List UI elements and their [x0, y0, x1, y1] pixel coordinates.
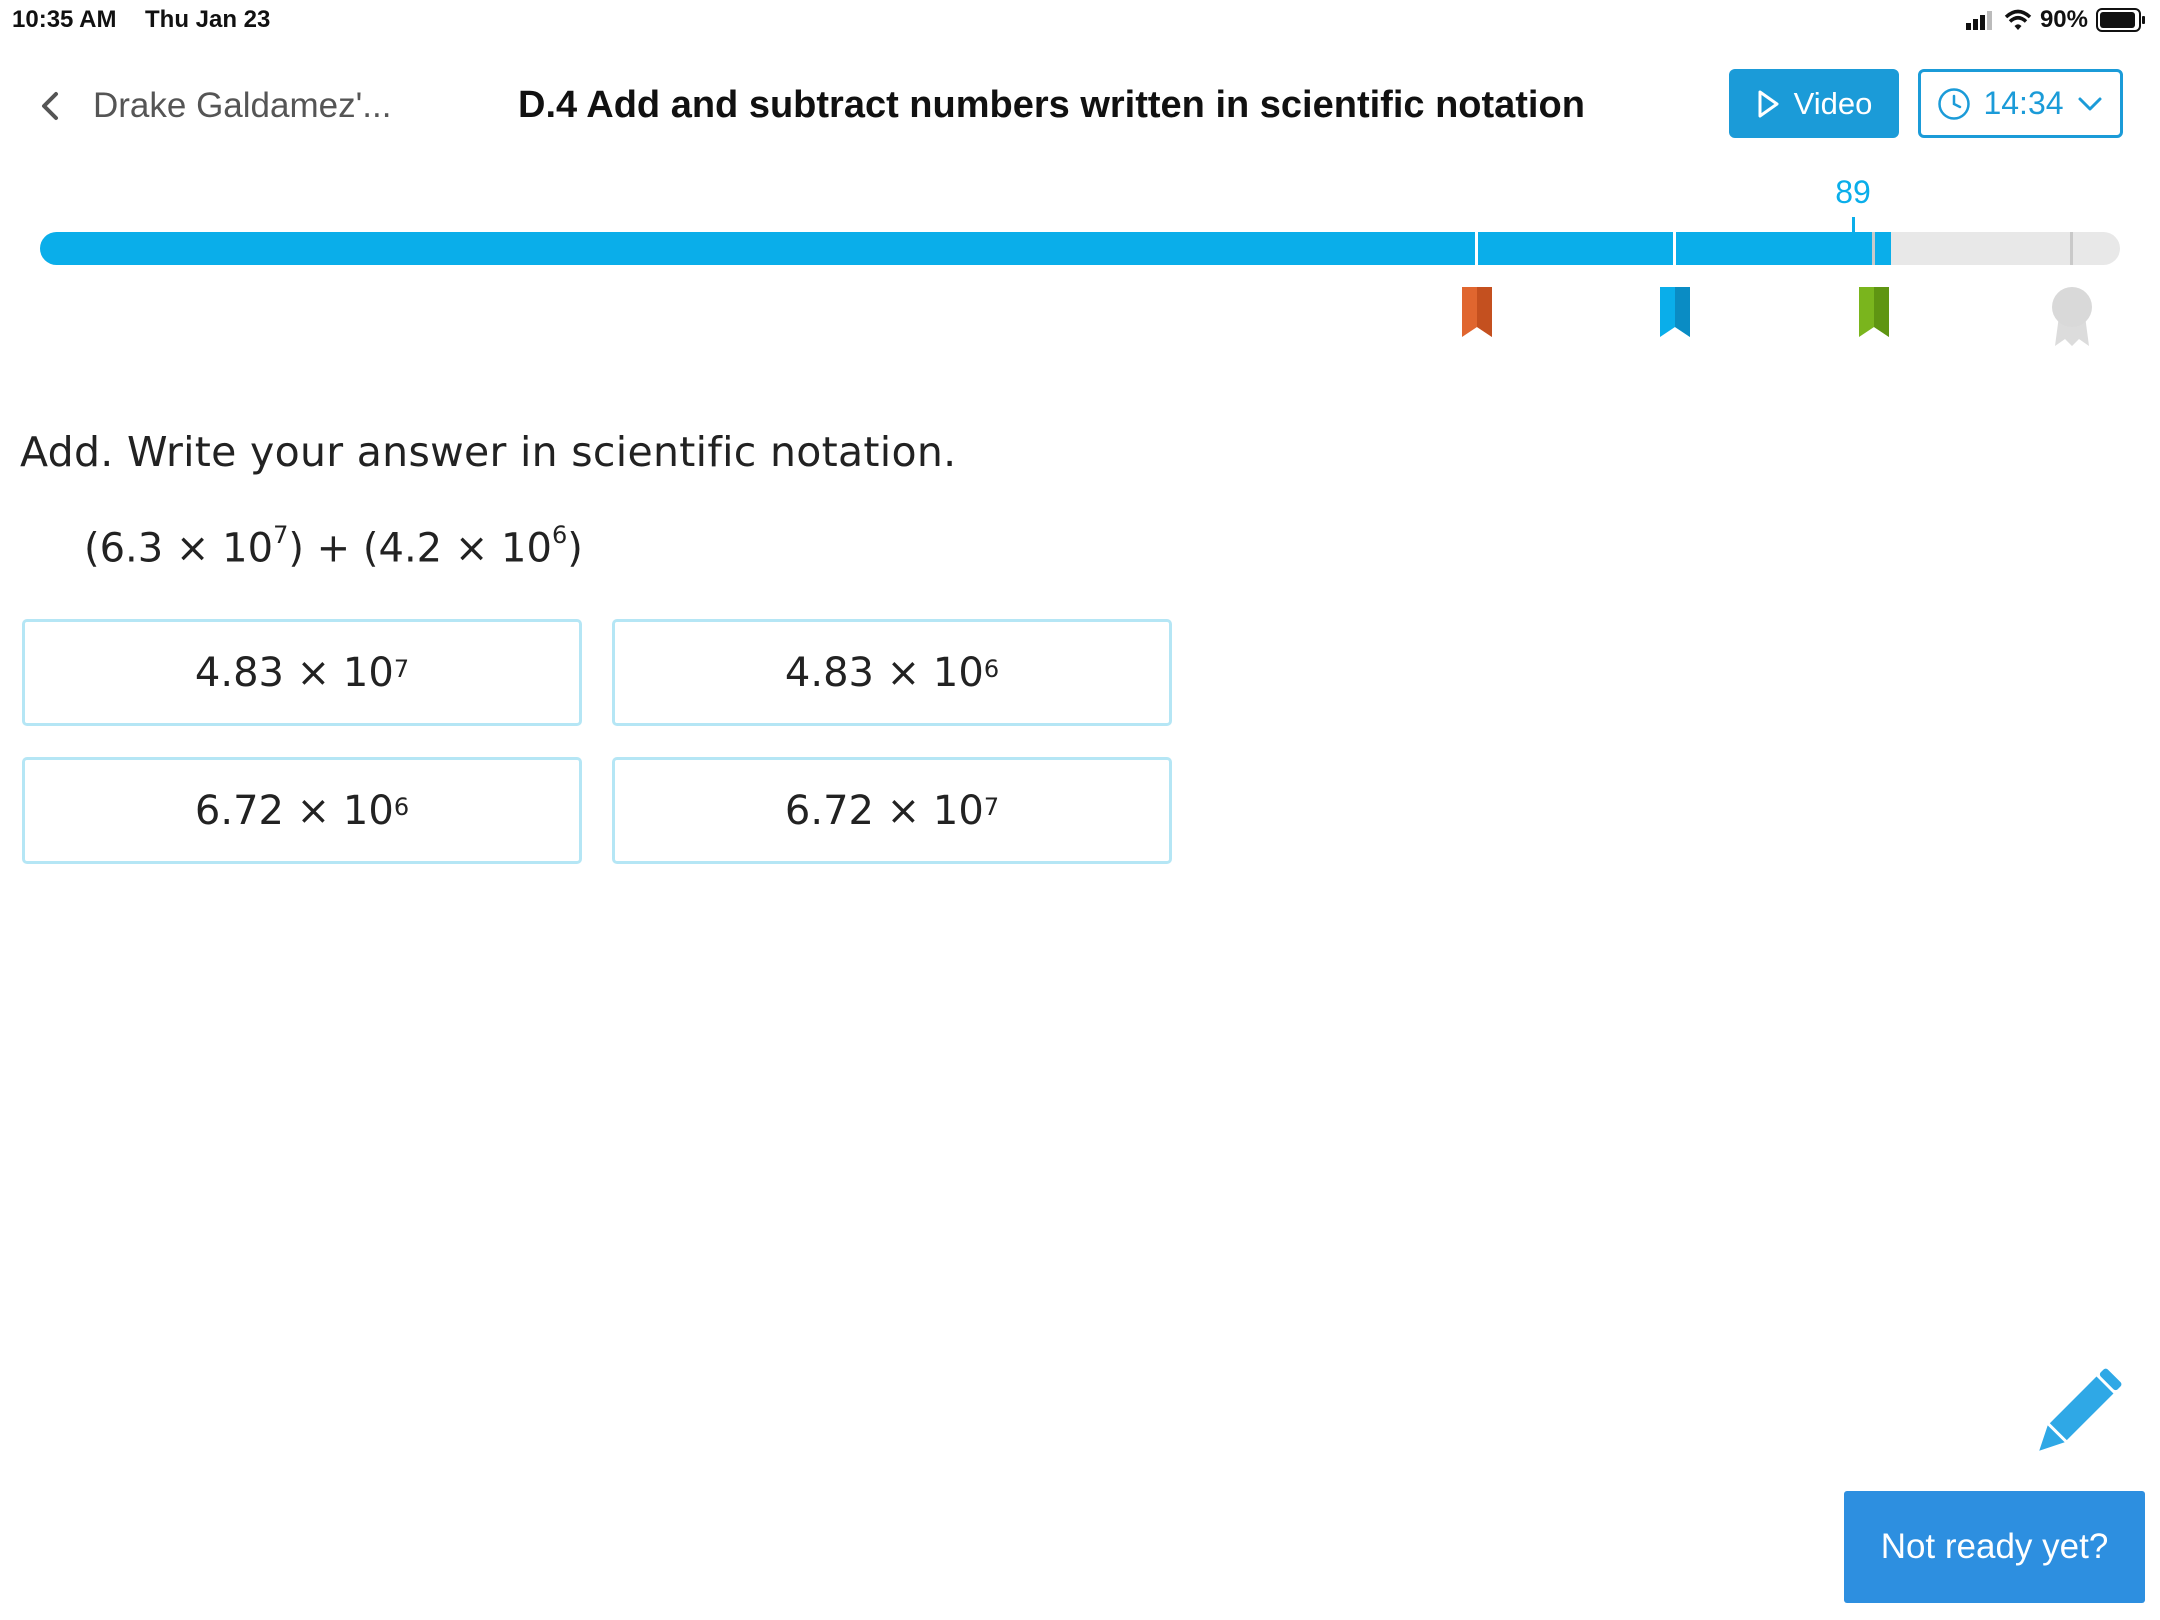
not-ready-button[interactable]: Not ready yet?: [1844, 1491, 2145, 1603]
timer-value: 14:34: [1983, 85, 2064, 121]
pencil-icon[interactable]: [2026, 1364, 2126, 1464]
expression-part: (6.3 × 10: [84, 525, 274, 572]
progress-track: [40, 232, 2120, 265]
milestone-tick: [1872, 232, 1875, 265]
status-time: 10:35 AM: [12, 6, 117, 33]
play-icon: [1756, 89, 1780, 119]
ribbon-icon: [1660, 287, 1690, 337]
choice-base: 6.72 × 10: [194, 787, 394, 834]
answer-choice[interactable]: [612, 757, 1172, 864]
score-label: 89: [1835, 174, 1871, 210]
status-indicators: [1966, 6, 2146, 34]
battery-icon: [2096, 8, 2146, 32]
ribbon-icon: [1859, 287, 1889, 337]
wifi-icon: [2004, 9, 2032, 31]
ribbon-icon: [1462, 287, 1492, 337]
choice-base: 6.72 × 10: [784, 787, 984, 834]
choice-exponent: 6: [393, 792, 410, 821]
choice-base: 4.83 × 10: [784, 649, 984, 696]
video-button[interactable]: [1729, 69, 1899, 138]
choice-base: 4.83 × 10: [194, 649, 394, 696]
page-title: D.4 Add and subtract numbers written in scientific notation: [518, 84, 1585, 126]
clock-icon: [1937, 87, 1971, 121]
choice-exponent: 7: [393, 654, 410, 683]
status-date: Thu Jan 23: [145, 6, 271, 33]
chevron-down-icon: [2076, 94, 2104, 114]
score-marker: [1852, 217, 1855, 233]
chevron-left-icon: [36, 86, 66, 126]
student-name[interactable]: Drake Galdamez'...: [93, 86, 392, 125]
expression-part: ): [567, 525, 583, 572]
back-button[interactable]: [36, 86, 66, 126]
choice-exponent: 7: [983, 792, 1000, 821]
timer-button[interactable]: [1918, 69, 2123, 138]
question-prompt: Add. Write your answer in scientific notation.: [20, 428, 957, 476]
answer-choice[interactable]: [22, 619, 582, 726]
medal-icon: [2049, 286, 2095, 346]
progress-fill: [40, 232, 1891, 265]
expression-exponent: 7: [273, 521, 289, 549]
battery-percent: 90%: [2039, 6, 2088, 33]
video-label: Video: [1793, 85, 1873, 121]
expression-part: ) + (4.2 × 10: [288, 525, 552, 572]
milestone-tick: [1475, 232, 1478, 265]
signal-icon: [1966, 10, 1996, 30]
status-bar: [0, 0, 2160, 40]
smartscore-progress-bar: [40, 232, 2120, 265]
question-expression: [84, 521, 583, 572]
expression-exponent: 6: [551, 521, 568, 549]
milestone-tick: [1673, 232, 1676, 265]
milestone-tick: [2070, 232, 2073, 265]
answer-choice[interactable]: [612, 619, 1172, 726]
choice-exponent: 6: [983, 654, 1000, 683]
answer-choice[interactable]: [22, 757, 582, 864]
